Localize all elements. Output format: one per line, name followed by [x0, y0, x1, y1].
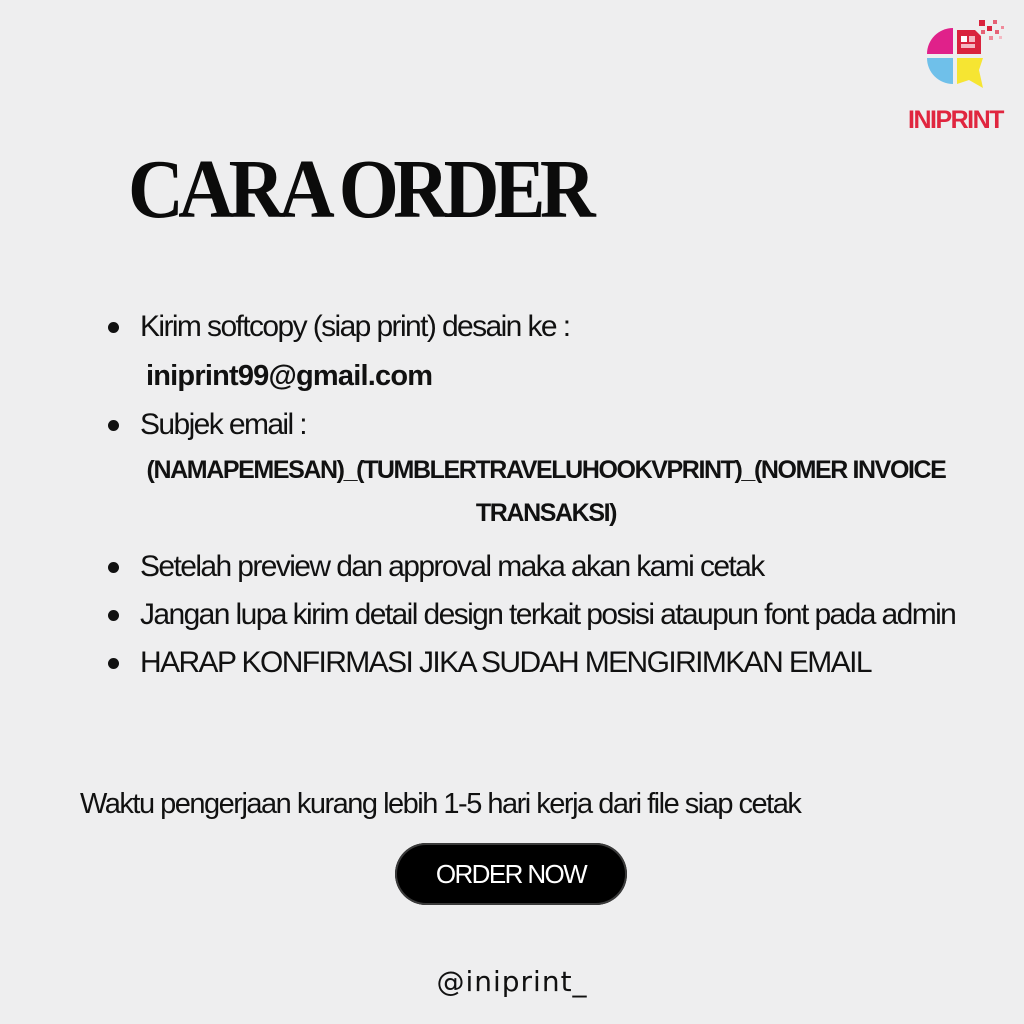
email-address[interactable]: iniprint99@gmail.com: [146, 360, 433, 392]
instructions-list: [108, 303, 978, 687]
list-item: [108, 591, 978, 639]
list-item: [108, 639, 978, 687]
list-item: [108, 303, 978, 401]
brand-name: INIPRINT: [908, 106, 1003, 134]
page-title: CARA ORDER: [128, 143, 591, 236]
detail-text: Jangan lupa kirim detail design terkait posisi ataupun font pada admin: [140, 598, 956, 631]
social-handle[interactable]: @iniprint_: [436, 965, 588, 998]
list-item: [108, 401, 978, 535]
iniprint-logo-icon: [923, 16, 1007, 92]
send-design-text: Kirim softcopy (siap print) desain ke :: [140, 310, 570, 343]
bullet-icon: [108, 420, 119, 431]
preview-text: Setelah preview dan approval maka akan kami cetak: [140, 550, 764, 583]
order-now-button[interactable]: [395, 843, 627, 905]
confirm-text: HARAP KONFIRMASI JIKA SUDAH MENGIRIMKAN EMAIL: [140, 646, 871, 679]
subject-label: Subjek email :: [140, 408, 307, 441]
bullet-icon: [108, 610, 119, 621]
order-now-label: ORDER NOW: [435, 858, 587, 889]
bullet-icon: [108, 658, 119, 669]
subject-format: (NAMAPEMESAN)_(TUMBLERTRAVELUHOOKVPRINT)_(NOMER INVOICE TRANSAKSI): [146, 456, 946, 527]
bullet-icon: [108, 562, 119, 573]
list-item: [108, 543, 978, 591]
brand-logo: [905, 16, 1017, 136]
work-time-note: Waktu pengerjaan kurang lebih 1-5 hari kerja dari file siap cetak: [80, 788, 801, 820]
bullet-icon: [108, 322, 119, 333]
